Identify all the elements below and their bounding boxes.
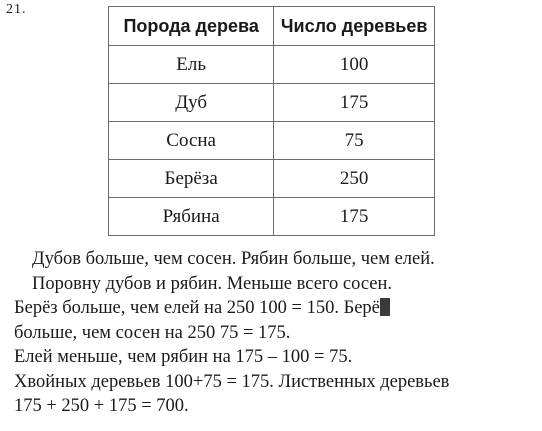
count-cell: 175: [274, 84, 435, 122]
column-header-species: Порода дерева: [109, 7, 274, 46]
species-cell: Дуб: [109, 84, 274, 122]
scan-edge-mark: [380, 298, 390, 316]
answer-line: больше, чем сосен на 250 75 = 175.: [14, 322, 291, 343]
problem-number: 21.: [6, 2, 27, 17]
table-row: [109, 198, 435, 236]
answer-line: Елей меньше, чем рябин на 175 – 100 = 75.: [14, 347, 353, 367]
answer-line: Дубов больше, чем сосен. Рябин больше, чем елей.: [32, 249, 435, 269]
answer-line: 175 + 250 + 175 = 700.: [14, 396, 189, 416]
species-cell: Сосна: [109, 122, 274, 160]
table-row: [109, 46, 435, 84]
species-cell: Берёза: [109, 160, 274, 198]
table-row: [109, 84, 435, 122]
count-cell: 100: [274, 46, 435, 84]
answer-line: Поровну дубов и рябин. Меньше всего сосен.: [32, 273, 393, 294]
answer-line: [14, 296, 534, 321]
answer-line: Хвойных деревьев 100+75 = 175. Лиственных деревьев: [14, 371, 450, 392]
answer-line-text: Берёз больше, чем елей на 250 100 = 150. Берё: [14, 298, 380, 318]
answer-text: [14, 247, 534, 419]
table-row: [109, 122, 435, 160]
count-cell: 250: [274, 160, 435, 198]
species-cell: Рябина: [109, 198, 274, 236]
count-cell: 75: [274, 122, 435, 160]
species-cell: Ель: [109, 46, 274, 84]
table-header-row: [109, 7, 435, 46]
column-header-count: Число деревьев: [274, 7, 435, 46]
tree-count-table: [108, 6, 435, 236]
count-cell: 175: [274, 198, 435, 236]
table-row: [109, 160, 435, 198]
